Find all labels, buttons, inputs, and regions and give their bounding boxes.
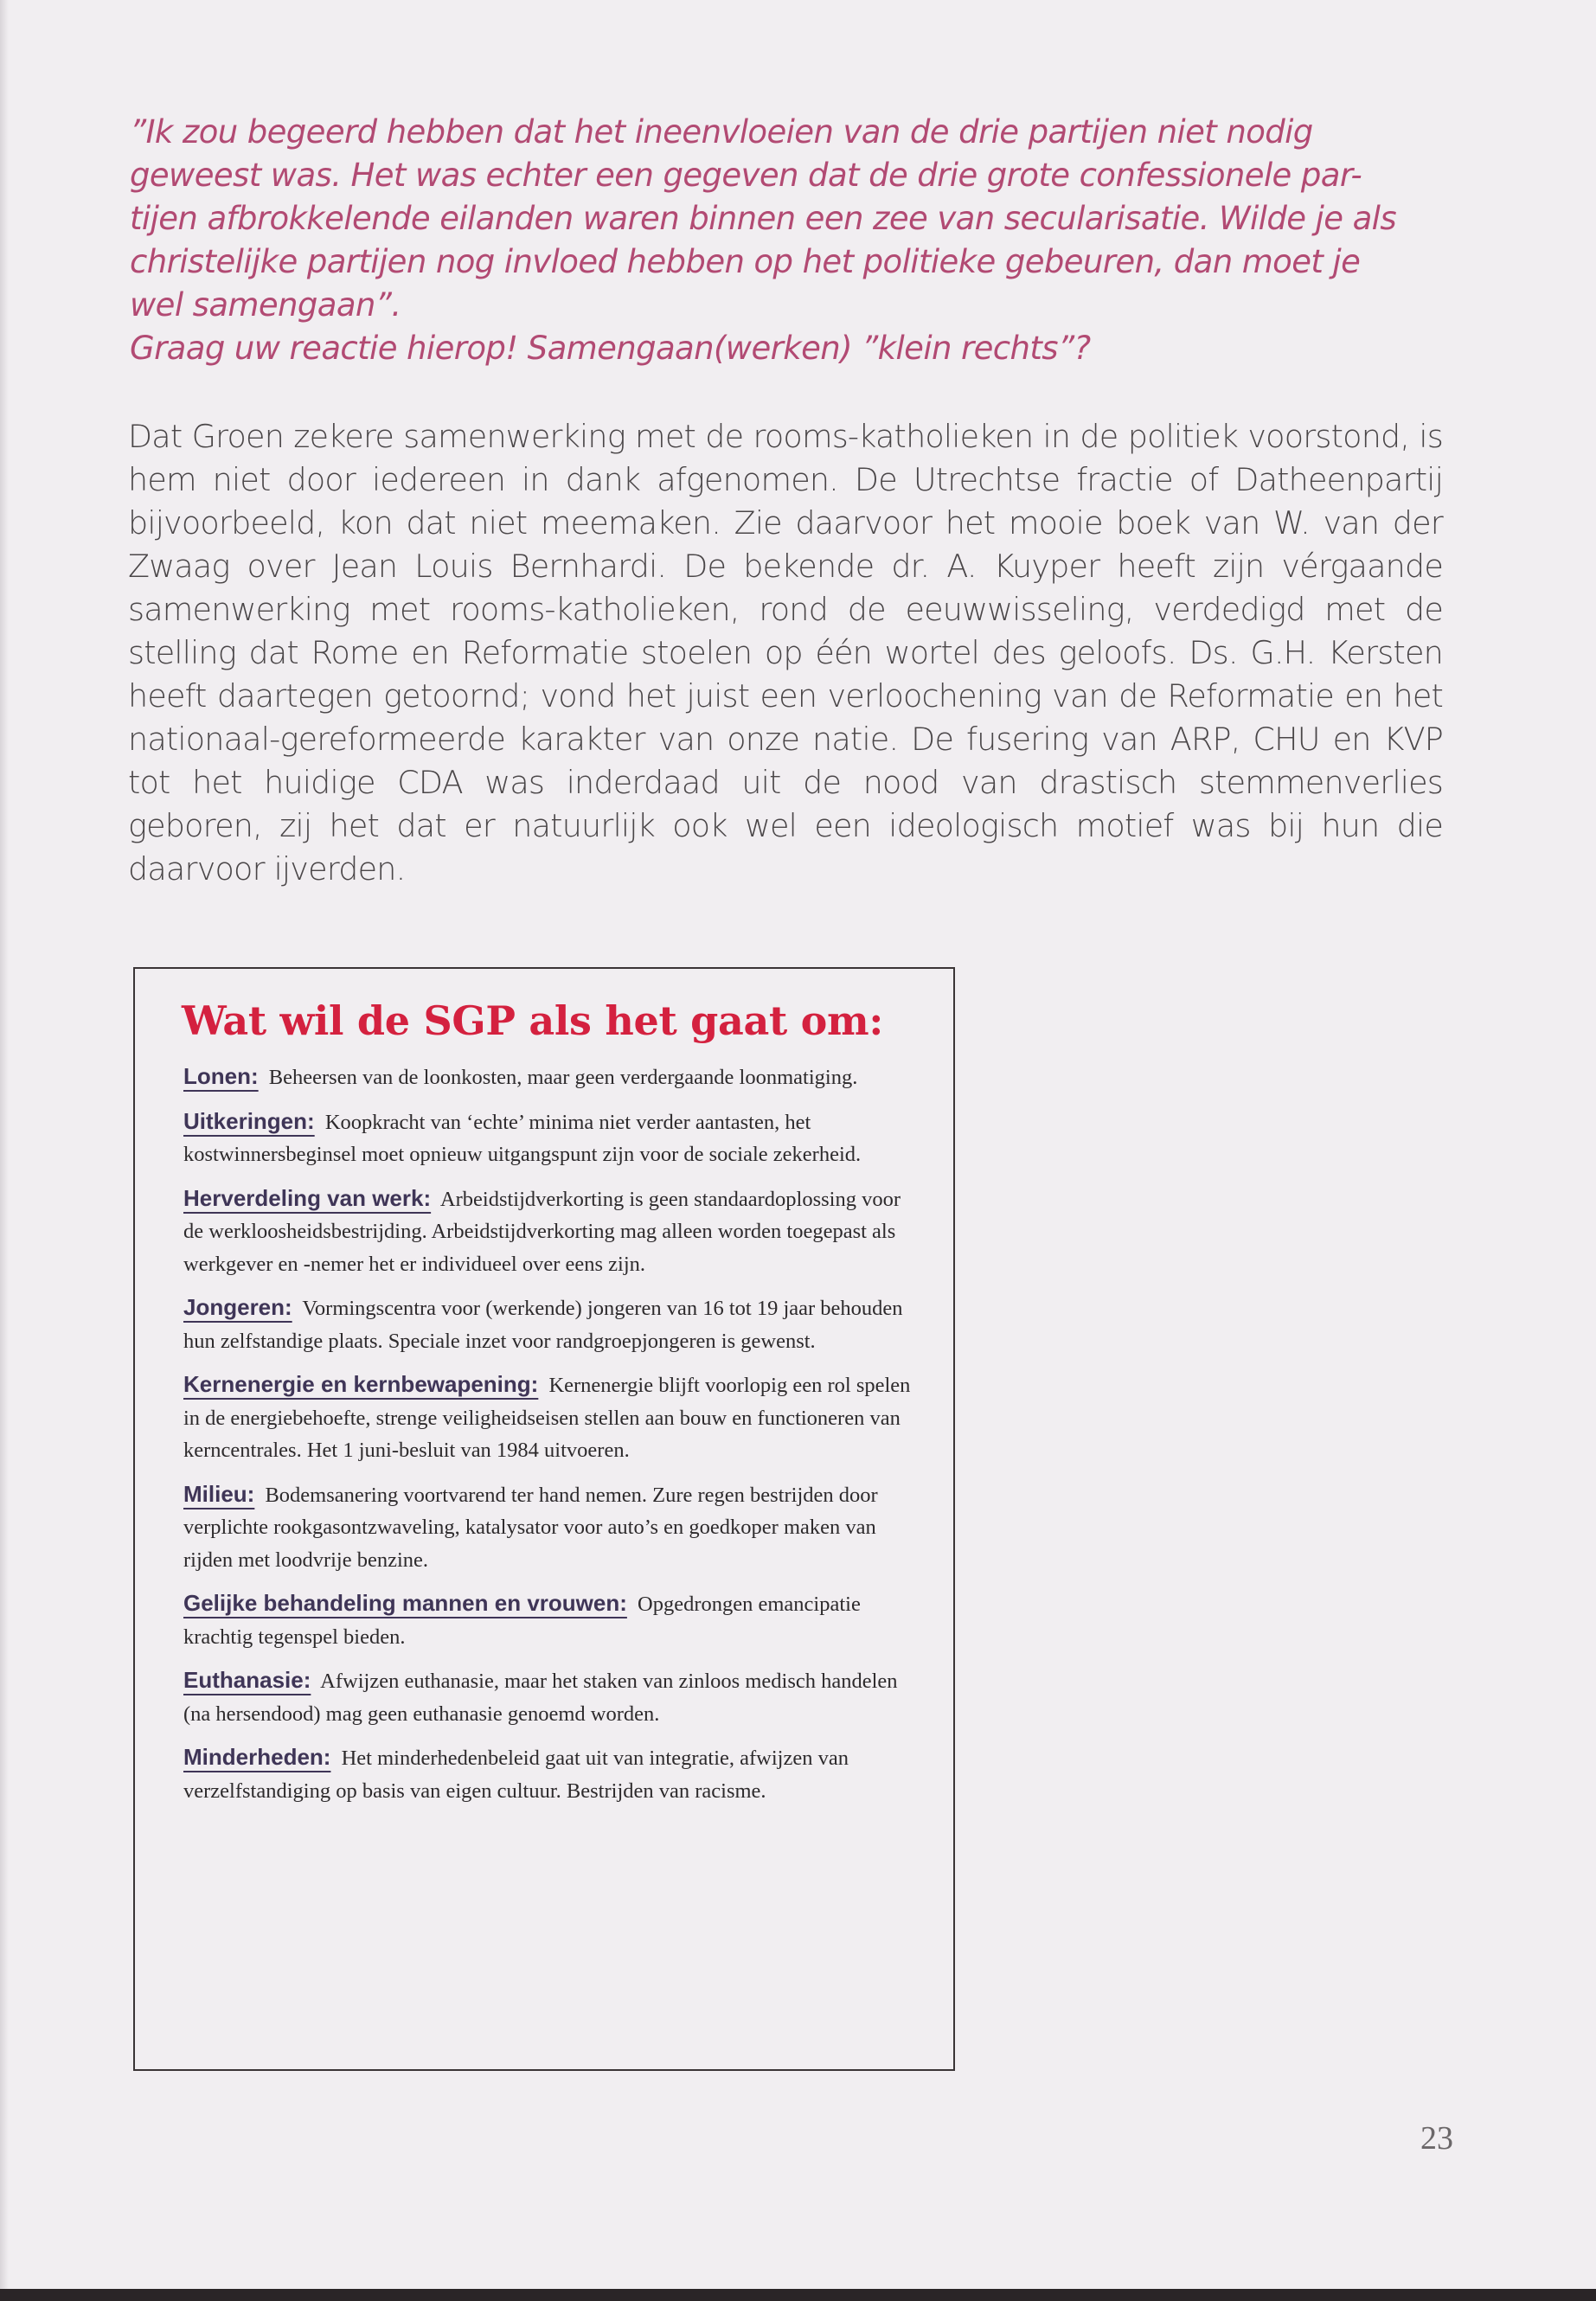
item-label: Jongeren: [183, 1294, 292, 1320]
item-text: Vormingscentra voor (werkende) jongeren van 16 tot 19 jaar behouden hun zelfstandige plaats. Speciale inzet voor randgroepjongeren is gewenst. [183, 1297, 903, 1353]
pull-quote [130, 111, 1462, 370]
item-label: Uitkeringen: [183, 1107, 315, 1134]
item-text: Opgedrongen emancipatie krachtig tegenspel bieden. [183, 1593, 861, 1649]
item-text: Bodemsanering voortvarend ter hand nemen. Zure regen bestrijden door verplichte rookgasontzwaveling, katalysator voor auto’s en goedkoper maken van rijden met loodvrije benzine. [183, 1483, 878, 1572]
position-item-kernenergie [183, 1368, 919, 1467]
quote-line: tijen afbrokkelende eilanden waren binnen een zee van secularisatie. Wilde je als [130, 200, 1396, 237]
position-item-uitkeringen [183, 1106, 919, 1171]
position-item-gelijke-behandeling [183, 1587, 919, 1653]
item-text: Kernenergie blijft voorlopig een rol spelen in de energiebehoefte, strenge veiligheidseisen stellen aan bouw en functioneren van kerncentrales. Het 1 juni-besluit van 1984 uitvoeren. [183, 1374, 911, 1462]
item-label: Minderheden: [183, 1744, 331, 1770]
page-number: 23 [1420, 2120, 1453, 2157]
position-item-euthanasie [183, 1664, 919, 1730]
quote-line: geweest was. Het was echter een gegeven dat de drie grote confessionele par- [130, 157, 1362, 194]
item-label: Herverdeling van werk: [183, 1184, 432, 1211]
body-paragraph: Dat Groen zekere samenwerking met de rooms-katholieken in de politiek voorstond, is hem niet door iedereen in dank afgenomen. De Utrechtse fractie of Datheenpartij bijvoorbeeld, kon dat niet meemaken. Zie daarvoor het mooie boek van W. van der Zwaag over Jean Louis Bernhardi. De bekende dr. A. Kuyper heeft zijn vérgaande samenwerking met rooms-katholieken, rond de eeuwwisseling, verdedigd met de stelling dat Rome en Reformatie stoelen op één wortel des geloofs. Ds. G.H. Kersten heeft daartegen getoornd; vond het juist een verloochening van de Reformatie en het nationaal-gereformeerde karakter van onze natie. De fusering van ARP, CHU en KVP tot het huidige CDA was inderdaad uit de nood van drastisch stemmenverlies geboren, zij het dat er natuurlijk ook wel een ideologisch motief was bij hun die daarvoor ijverden. [128, 418, 1443, 888]
item-label: Gelijke behandeling mannen en vrouwen: [183, 1590, 627, 1616]
quote-line: christelijke partijen nog invloed hebben op het politieke gebeuren, dan moet je [130, 243, 1361, 280]
item-label: Kernenergie en kernbewapening: [183, 1371, 539, 1397]
item-label: Milieu: [183, 1480, 255, 1507]
position-item-lonen [183, 1061, 919, 1094]
item-label: Lonen: [183, 1063, 259, 1089]
sgp-positions-box [133, 967, 955, 2071]
item-text: Afwijzen euthanasie, maar het staken van zinloos medisch handelen (na hersendood) mag geen euthanasie genoemd worden. [183, 1670, 898, 1726]
box-title: Wat wil de SGP als het gaat om: [182, 997, 884, 1044]
position-item-minderheden [183, 1741, 919, 1807]
item-label: Euthanasie: [183, 1667, 311, 1693]
item-text: Arbeidstijdverkorting is geen standaardoplossing voor de werkloosheidsbestrijding. Arbeidstijdverkorting mag alleen worden toegepast als werkgever en -nemer het er individueel over eens zijn. [183, 1187, 901, 1276]
quote-question: Graag uw reactie hierop! Samengaan(werken) ”klein rechts”? [130, 330, 1091, 367]
position-item-herverdeling [183, 1183, 919, 1281]
item-text: Beheersen van de loonkosten, maar geen verdergaande loonmatiging. [268, 1066, 858, 1089]
item-text: Het minderhedenbeleid gaat uit van integratie, afwijzen van verzelfstandiging op basis van eigen cultuur. Bestrijden van racisme. [183, 1747, 849, 1803]
page-edge [0, 0, 9, 2301]
position-item-jongeren [183, 1292, 919, 1357]
positions-list [183, 1061, 919, 1818]
position-item-milieu [183, 1478, 919, 1577]
quote-line: wel samengaan”. [130, 286, 401, 324]
quote-line: ”Ik zou begeerd hebben dat het ineenvloeien van de drie partijen niet nodig [130, 113, 1313, 151]
item-text: Koopkracht van ‘echte’ minima niet verder aantasten, het kostwinnersbeginsel moet opnieuw uitgangspunt zijn voor de sociale zekerheid. [183, 1110, 862, 1166]
scan-edge [0, 2289, 1596, 2301]
